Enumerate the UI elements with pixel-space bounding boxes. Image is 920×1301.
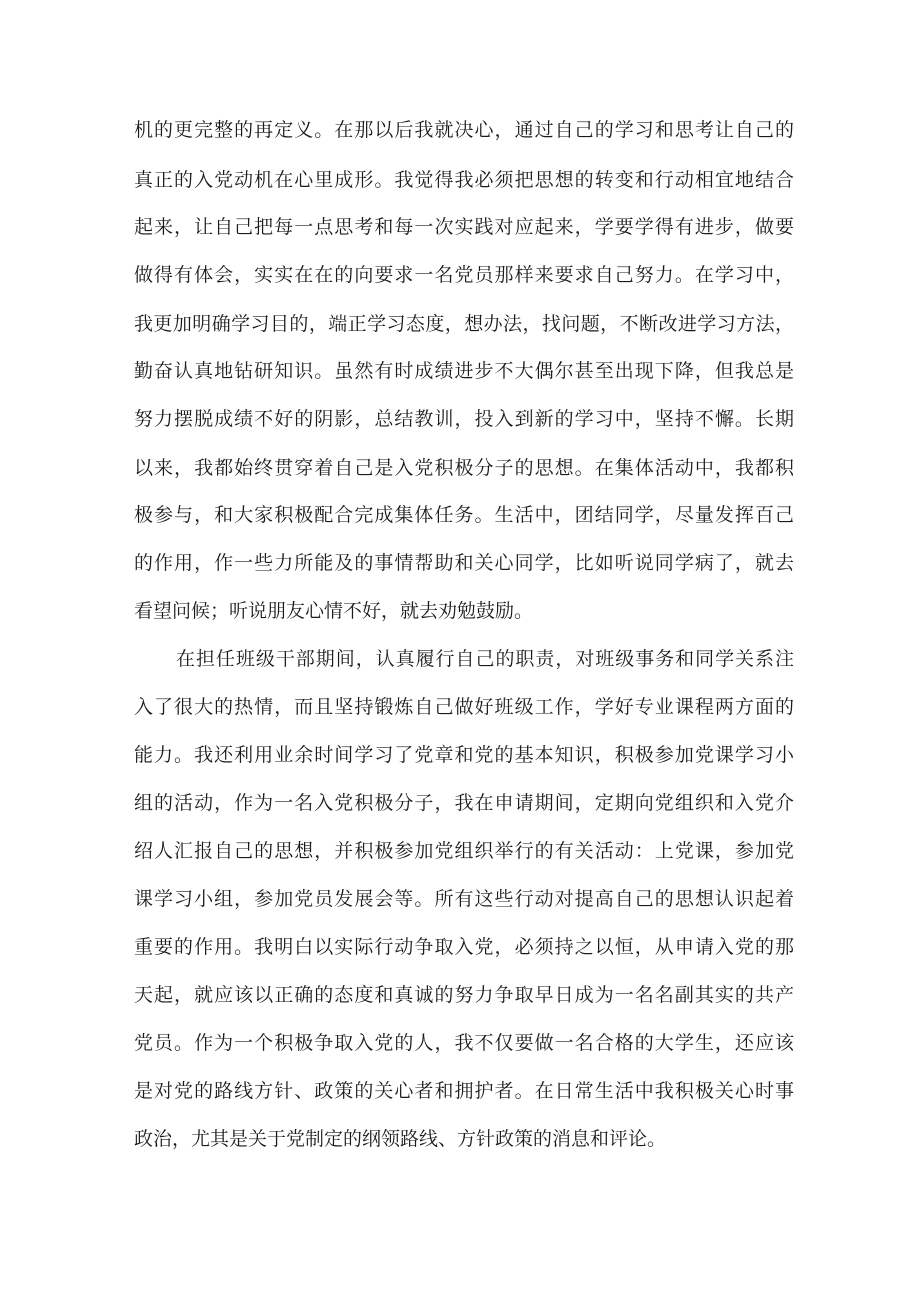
- text-line: 的作用，作一些力所能及的事情帮助和关心同学，比如听说同学病了，就去: [134, 552, 794, 574]
- text-line: 起来，让自己把每一点思考和每一次实践对应起来，学要学得有进步，做要: [134, 216, 794, 238]
- text-line: 以来，我都始终贯穿着自己是入党积极分子的思想。在集体活动中，我都积: [134, 457, 794, 479]
- text-line: 能力。我还利用业余时间学习了党章和党的基本知识，积极参加党课学习小: [134, 744, 794, 766]
- text-line: 组的活动，作为一名入党积极分子，我在申请期间，定期向党组织和入党介: [134, 792, 794, 814]
- text-line: 党员。作为一个积极争取入党的人，我不仅要做一名合格的大学生，还应该: [134, 1032, 794, 1054]
- text-line: 真正的入党动机在心里成形。我觉得我必须把思想的转变和行动相宜地结合: [134, 169, 794, 191]
- text-line: 我更加明确学习目的，端正学习态度，想办法，找问题，不断改进学习方法，: [134, 313, 794, 335]
- text-line: 在担任班级干部期间，认真履行自己的职责，对班级事务和同学关系注: [176, 648, 794, 670]
- text-line: 天起，就应该以正确的态度和真诚的努力争取早日成为一名名副其实的共产: [134, 984, 794, 1006]
- text-line: 是对党的路线方针、政策的关心者和拥护者。在日常生活中我积极关心时事: [134, 1080, 794, 1102]
- text-line: 努力摆脱成绩不好的阴影，总结教训，投入到新的学习中，坚持不懈。长期: [134, 408, 794, 430]
- text-line: 课学习小组，参加党员发展会等。所有这些行动对提高自己的思想认识起着: [134, 888, 794, 910]
- text-line: 极参与，和大家积极配合完成集体任务。生活中，团结同学，尽量发挥百己: [134, 504, 794, 526]
- text-line: 政治，尤其是关于党制定的纲领路线、方针政策的消息和评论。: [134, 1128, 667, 1150]
- text-line: 重要的作用。我明白以实际行动争取入党，必须持之以恒，从申请入党的那: [134, 936, 794, 958]
- text-line: 入了很大的热情，而且坚持锻炼自己做好班级工作，学好专业课程两方面的: [134, 696, 794, 718]
- text-line: 绍人汇报自己的思想，并积极参加党组织举行的有关活动：上党课，参加党: [134, 840, 794, 862]
- text-line: 看望问候；听说朋友心情不好，就去劝勉鼓励。: [134, 600, 534, 622]
- text-line: 做得有体会，实实在在的向要求一名党员那样来要求自己努力。在学习中，: [134, 264, 794, 286]
- text-line: 机的更完整的再定义。在那以后我就决心，通过自己的学习和思考让自己的: [134, 119, 794, 141]
- text-line: 勤奋认真地钻研知识。虽然有时成绩进步不大偶尔甚至出现下降，但我总是: [134, 360, 794, 382]
